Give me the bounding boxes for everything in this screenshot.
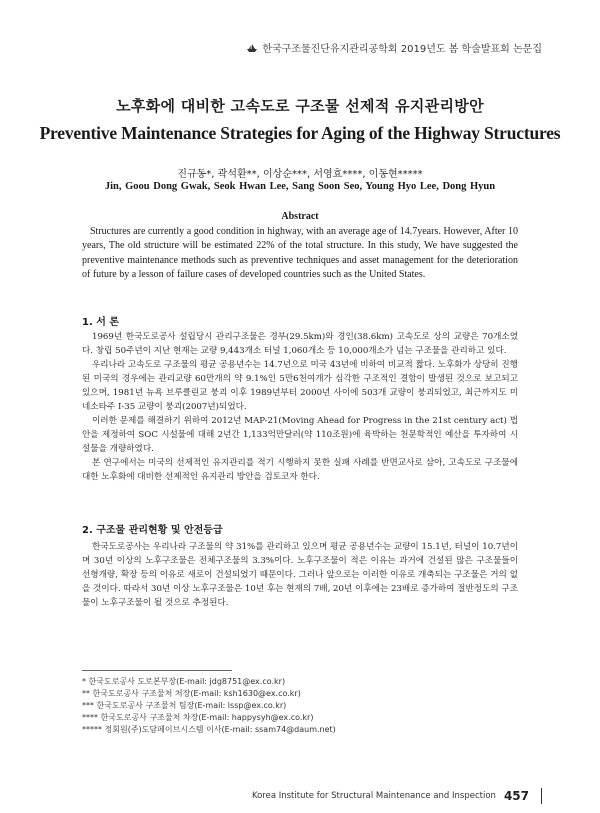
title-korean: 노후화에 대비한 고속도로 구조물 선제적 유지관리방안	[116, 97, 484, 115]
footnote: *** 한국도로공사 구조물처 팀장(E-mail: lssp@ex.co.kr)	[82, 701, 287, 710]
footnote: ***** 정회원(주)도담페이브시스템 이사(E-mail: ssam74@daum.net)	[82, 725, 336, 734]
paragraph: 본 연구에서는 미국의 선제적인 유지관리를 적기 시행하지 못한 실패 사례를 반면교사로 삼아, 고속도로 구조물에 대한 노후화에 대비한 선제적인 유지관리 방안을 검토코자 한다.	[82, 458, 518, 482]
section-1-body	[82, 330, 518, 484]
footnote: ** 한국도로공사 구조물처 처장(E-mail: ksh1630@ex.co.kr)	[82, 689, 301, 698]
footnote: * 한국도로공사 도로본부장(E-mail: jdg8751@ex.co.kr)	[82, 677, 286, 686]
footnotes	[82, 676, 518, 736]
footer-divider	[541, 788, 542, 804]
section-2-body	[82, 540, 518, 610]
title-english: Preventive Maintenance Strategies for Aging of the Highway Structures	[39, 123, 561, 143]
footer-institute: Korea Institute for Structural Maintenance and Inspection	[251, 791, 496, 801]
authors-english: Jin, Goou Dong Gwak, Seok Hwan Lee, Sang Soon Seo, Young Hyo Lee, Dong Hyun	[104, 181, 496, 192]
ship-icon	[246, 43, 258, 53]
abstract-text: Structures are currently a good condition in highway, with an average age of 14.7years. However, After 10 years, The old structure will be estimated 22% of the total structure. In this study, We have suggested the preventive maintenance methods such as preventive techniques and asset management for the deterioration of future by a lesson of failure cases of developed countries such as the United States.	[82, 226, 518, 280]
paragraph: 1969년 한국도로공사 설립당시 관리구조물은 경부(29.5km)와 경인(38.6km) 고속도로 상의 교량은 70개소였다. 창립 50주년이 지난 현재는 교량 9,443개소 터널 1,060개소 등 10,000개소가 넘는 구조물을 관리하고 있다.	[82, 332, 518, 356]
paragraph: 우리나라 고속도로 구조물의 평균 공용년수는 14.7년으로 미국 43년에 비하여 비교적 짧다. 노후화가 상당히 진행된 미국의 경우에는 관리교량 60만개의 약 9.1%인 5만6천여개가 심각한 구조적인 결함이 발생된 것으로 보고되고 있으며, 1981년 뉴욕 브루클린교 붕괴 이후 1989년부터 2000년 사이에 503개 교량이 붕괴되었고, 최근까지도 미네소타주 I-35 교량이 붕괴(2007년)되었다.	[82, 360, 518, 412]
section-1-heading: 1. 서 론	[82, 317, 120, 328]
authors-korean: 진규동*, 곽석환**, 이상순***, 서영효****, 이동현*****	[177, 169, 423, 180]
header-text: 한국구조물진단유지관리공학회 2019년도 봄 학술발표회 논문집	[262, 44, 542, 55]
running-header	[246, 40, 542, 55]
abstract-heading: Abstract	[281, 211, 319, 222]
paragraph: 이러한 문제를 해결하기 위하여 2012년 MAP-21(Moving Ahead for Progress in the 21st century act) 법안을 제정하여 SOC 시설물에 대해 2년간 1,133억만달러(약 110조원)에 육박하는 천문학적인 예산을 투자하여 시설물을 개량하였다.	[82, 416, 518, 454]
paragraph: 한국도로공사는 우리나라 구조물의 약 31%를 관리하고 있으며 평균 공용년수는 교량이 15.1년, 터널이 10.7년이며 30년 이상의 노후구조물은 전체구조물의 3.3%이다. 노후구조물이 적은 이유는 과거에 건설된 많은 구조물들이 선형개량, 확장 등의 이유로 새로이 건설되었기 때문이다. 그러나 앞으로는 이러한 이유로 개축되는 구조물은 거의 없을 것이다. 따라서 30년 이상 노후구조물은 10년 후는 현재의 7배, 20년 이후에는 23배로 증가하여 절반정도의 구조물이 노후구조물이 될 것으로 추정된다.	[82, 542, 519, 608]
footnote: **** 한국도로공사 구조물처 차장(E-mail: happysyh@ex.co.kr)	[82, 713, 314, 722]
section-2-heading: 2. 구조물 관리현황 및 안전등급	[82, 525, 223, 536]
footnote-divider	[82, 670, 232, 671]
page-footer	[252, 788, 542, 804]
page-number: 457	[503, 789, 529, 803]
